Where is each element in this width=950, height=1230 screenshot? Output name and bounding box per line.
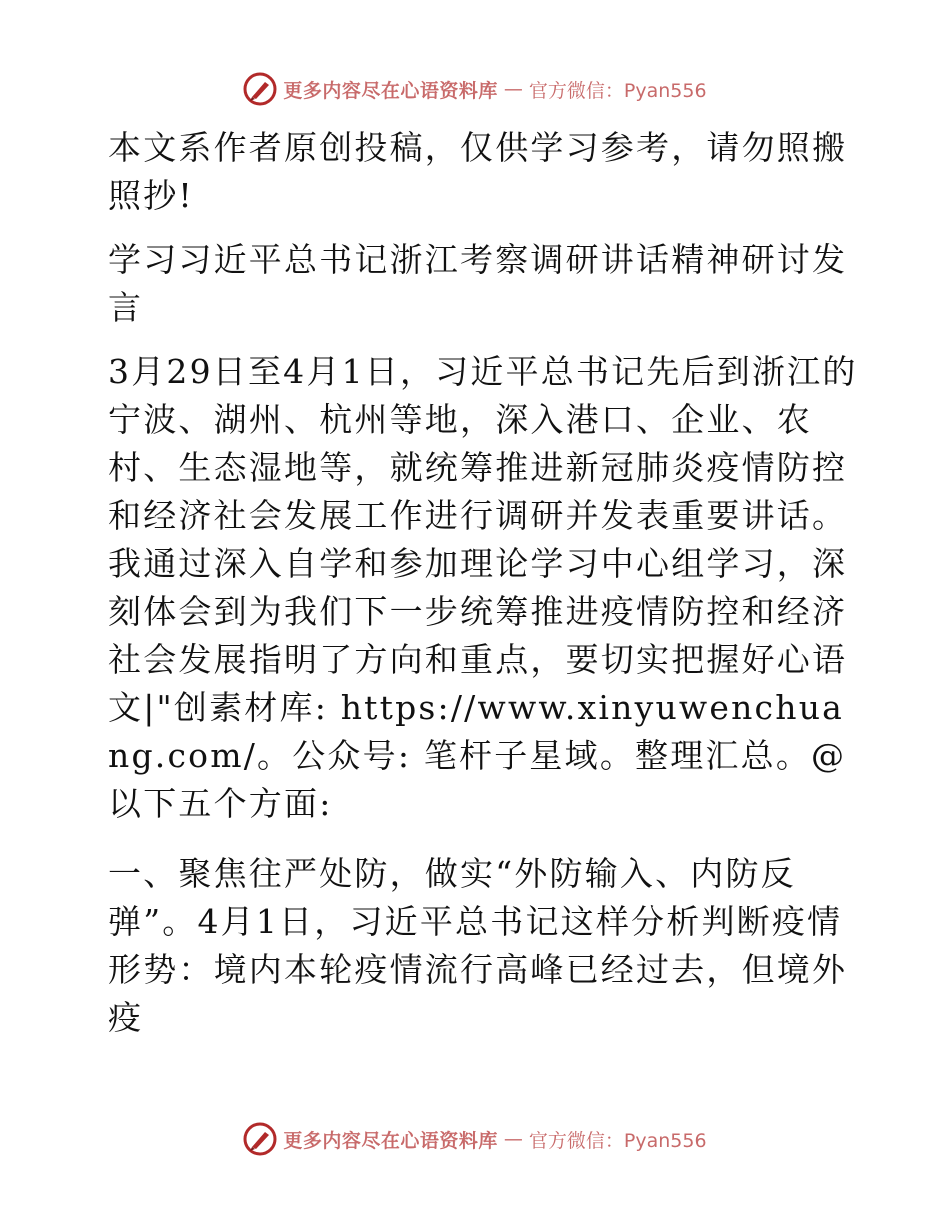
body-paragraph-2: 一、聚焦往严处防，做实“外防输入、内防反弹”。4月1日，习近平总书记这样分析判断疫情形势：境内本轮疫情流行高峰已经过去，但境外疫: [108, 854, 848, 1037]
header-watermark-banner: [0, 72, 950, 106]
banner-wechat-text: 官方微信：Pyan556: [528, 1129, 707, 1152]
banner-brand-text: 更多内容尽在心语资料库: [283, 79, 498, 102]
banner-dash: —: [503, 1128, 523, 1150]
pen-logo-icon: [243, 72, 277, 106]
footer-watermark-banner: [0, 1122, 950, 1156]
notice-paragraph: 本文系作者原创投稿，仅供学习参考，请勿照搬照抄!: [108, 128, 848, 215]
banner-brand-text: 更多内容尽在心语资料库: [283, 1129, 498, 1152]
pen-logo-icon: [243, 1122, 277, 1156]
body-paragraph-1: 3月29日至4月1日，习近平总书记先后到浙江的宁波、湖州、杭州等地，深入港口、企业、农村、生态湿地等，就统筹推进新冠肺炎疫情防控和经济社会发展工作进行调研并发表重要讲话。我通过深入自学和参加理论学习中心组学习，深刻体会到为我们下一步统筹推进疫情防控和经济社会发展指明了方向和重点，要切实把握好心语文|"创素材库: https://www.xinyuwenchuang.com/。公众号: 笔杆子星域。整理汇总。@以下五个方面:: [108, 352, 858, 823]
document-body: [98, 124, 858, 1064]
banner-wechat-text: 官方微信：Pyan556: [528, 79, 707, 102]
document-title: 学习习近平总书记浙江考察调研讲话精神研讨发言: [108, 240, 848, 327]
banner-dash: —: [503, 78, 523, 100]
